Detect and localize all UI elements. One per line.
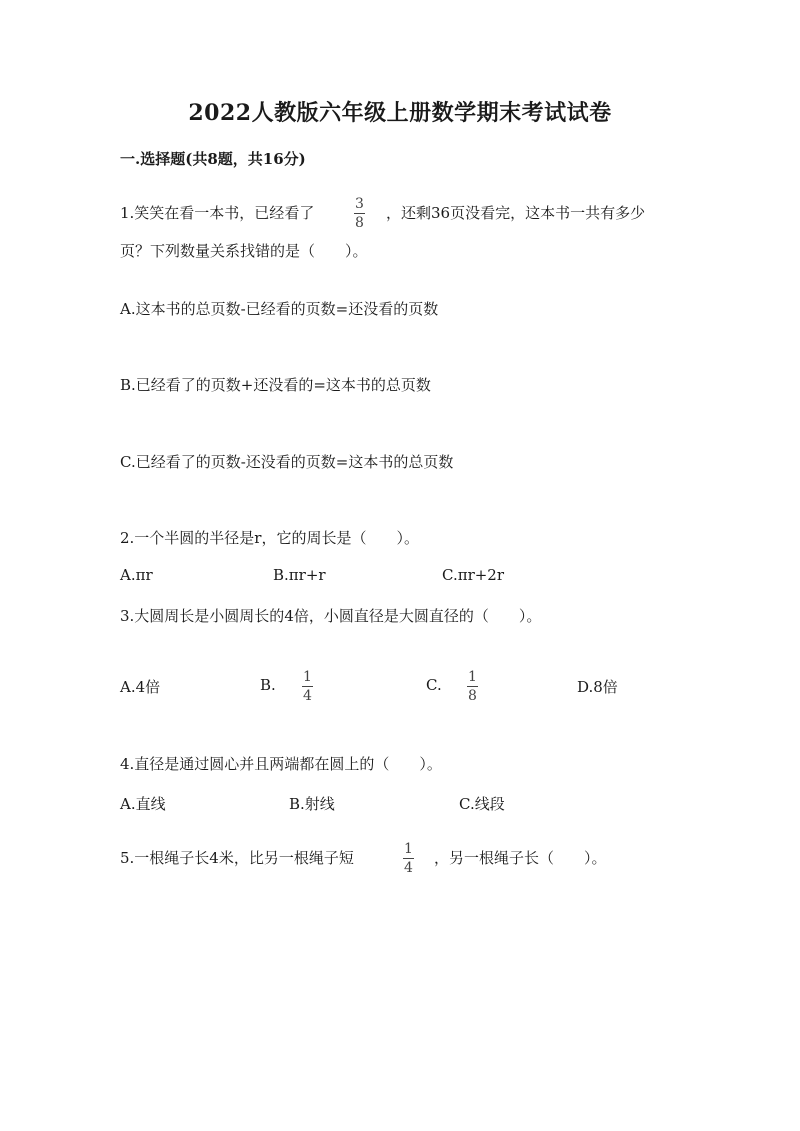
q4-option-a: A.直线	[120, 795, 166, 813]
fraction-numerator: 1	[404, 841, 413, 857]
q1-fraction	[354, 196, 365, 231]
q2-option-c: C.πr+2r	[442, 566, 505, 584]
fraction-numerator: 1	[303, 669, 312, 685]
q3-text: 3.大圆周长是小圆周长的4倍，小圆直径是大圆直径的（ ）。	[120, 607, 542, 625]
fraction-denominator: 8	[468, 688, 477, 704]
fraction-denominator: 4	[303, 688, 312, 704]
q2-text: 2.一个半圆的半径是r，它的周长是（ ）。	[120, 529, 419, 547]
q4-text: 4.直径是通过圆心并且两端都在圆上的（ ）。	[120, 755, 442, 773]
section-heading: 一.选择题(共8题，共16分)	[120, 150, 306, 168]
q5-text-before: 5.一根绳子长4米，比另一根绳子短	[120, 849, 354, 867]
q3-option-c-label: C.	[426, 676, 442, 694]
fraction-bar	[302, 686, 313, 687]
fraction-numerator: 1	[468, 669, 477, 685]
q3-option-b-label: B.	[260, 676, 276, 694]
fraction-numerator: 3	[355, 196, 364, 212]
q4-option-c: C.线段	[459, 795, 505, 813]
q1-text-before: 1.笑笑在看一本书，已经看了	[120, 204, 315, 222]
fraction-denominator: 4	[404, 860, 413, 876]
q4-option-b: B.射线	[289, 795, 335, 813]
q2-option-b: B.πr+r	[273, 566, 326, 584]
q1-line2: 页？下列数量关系找错的是（ ）。	[120, 242, 368, 260]
q5-text-after: ，另一根绳子长（ ）。	[434, 849, 607, 867]
fraction-bar	[467, 686, 478, 687]
q1-option-c: C.已经看了的页数-还没看的页数=这本书的总页数	[120, 453, 454, 471]
q3-option-d: D.8倍	[577, 678, 618, 696]
q3-option-a: A.4倍	[120, 678, 161, 696]
q2-option-a: A.πr	[120, 566, 153, 584]
q3-option-b-fraction	[302, 669, 313, 704]
q3-option-c-fraction	[467, 669, 478, 704]
fraction-bar	[403, 858, 414, 859]
q1-text-after: ，还剩36页没看完，这本书一共有多少	[386, 204, 646, 222]
q1-option-b: B.已经看了的页数+还没看的=这本书的总页数	[120, 376, 431, 394]
q1-option-a: A.这本书的总页数-已经看的页数=还没看的页数	[120, 300, 439, 318]
q5-fraction	[403, 841, 414, 876]
fraction-bar	[354, 213, 365, 214]
fraction-denominator: 8	[355, 215, 364, 231]
page-title: 2022人教版六年级上册数学期末考试试卷	[188, 100, 612, 126]
